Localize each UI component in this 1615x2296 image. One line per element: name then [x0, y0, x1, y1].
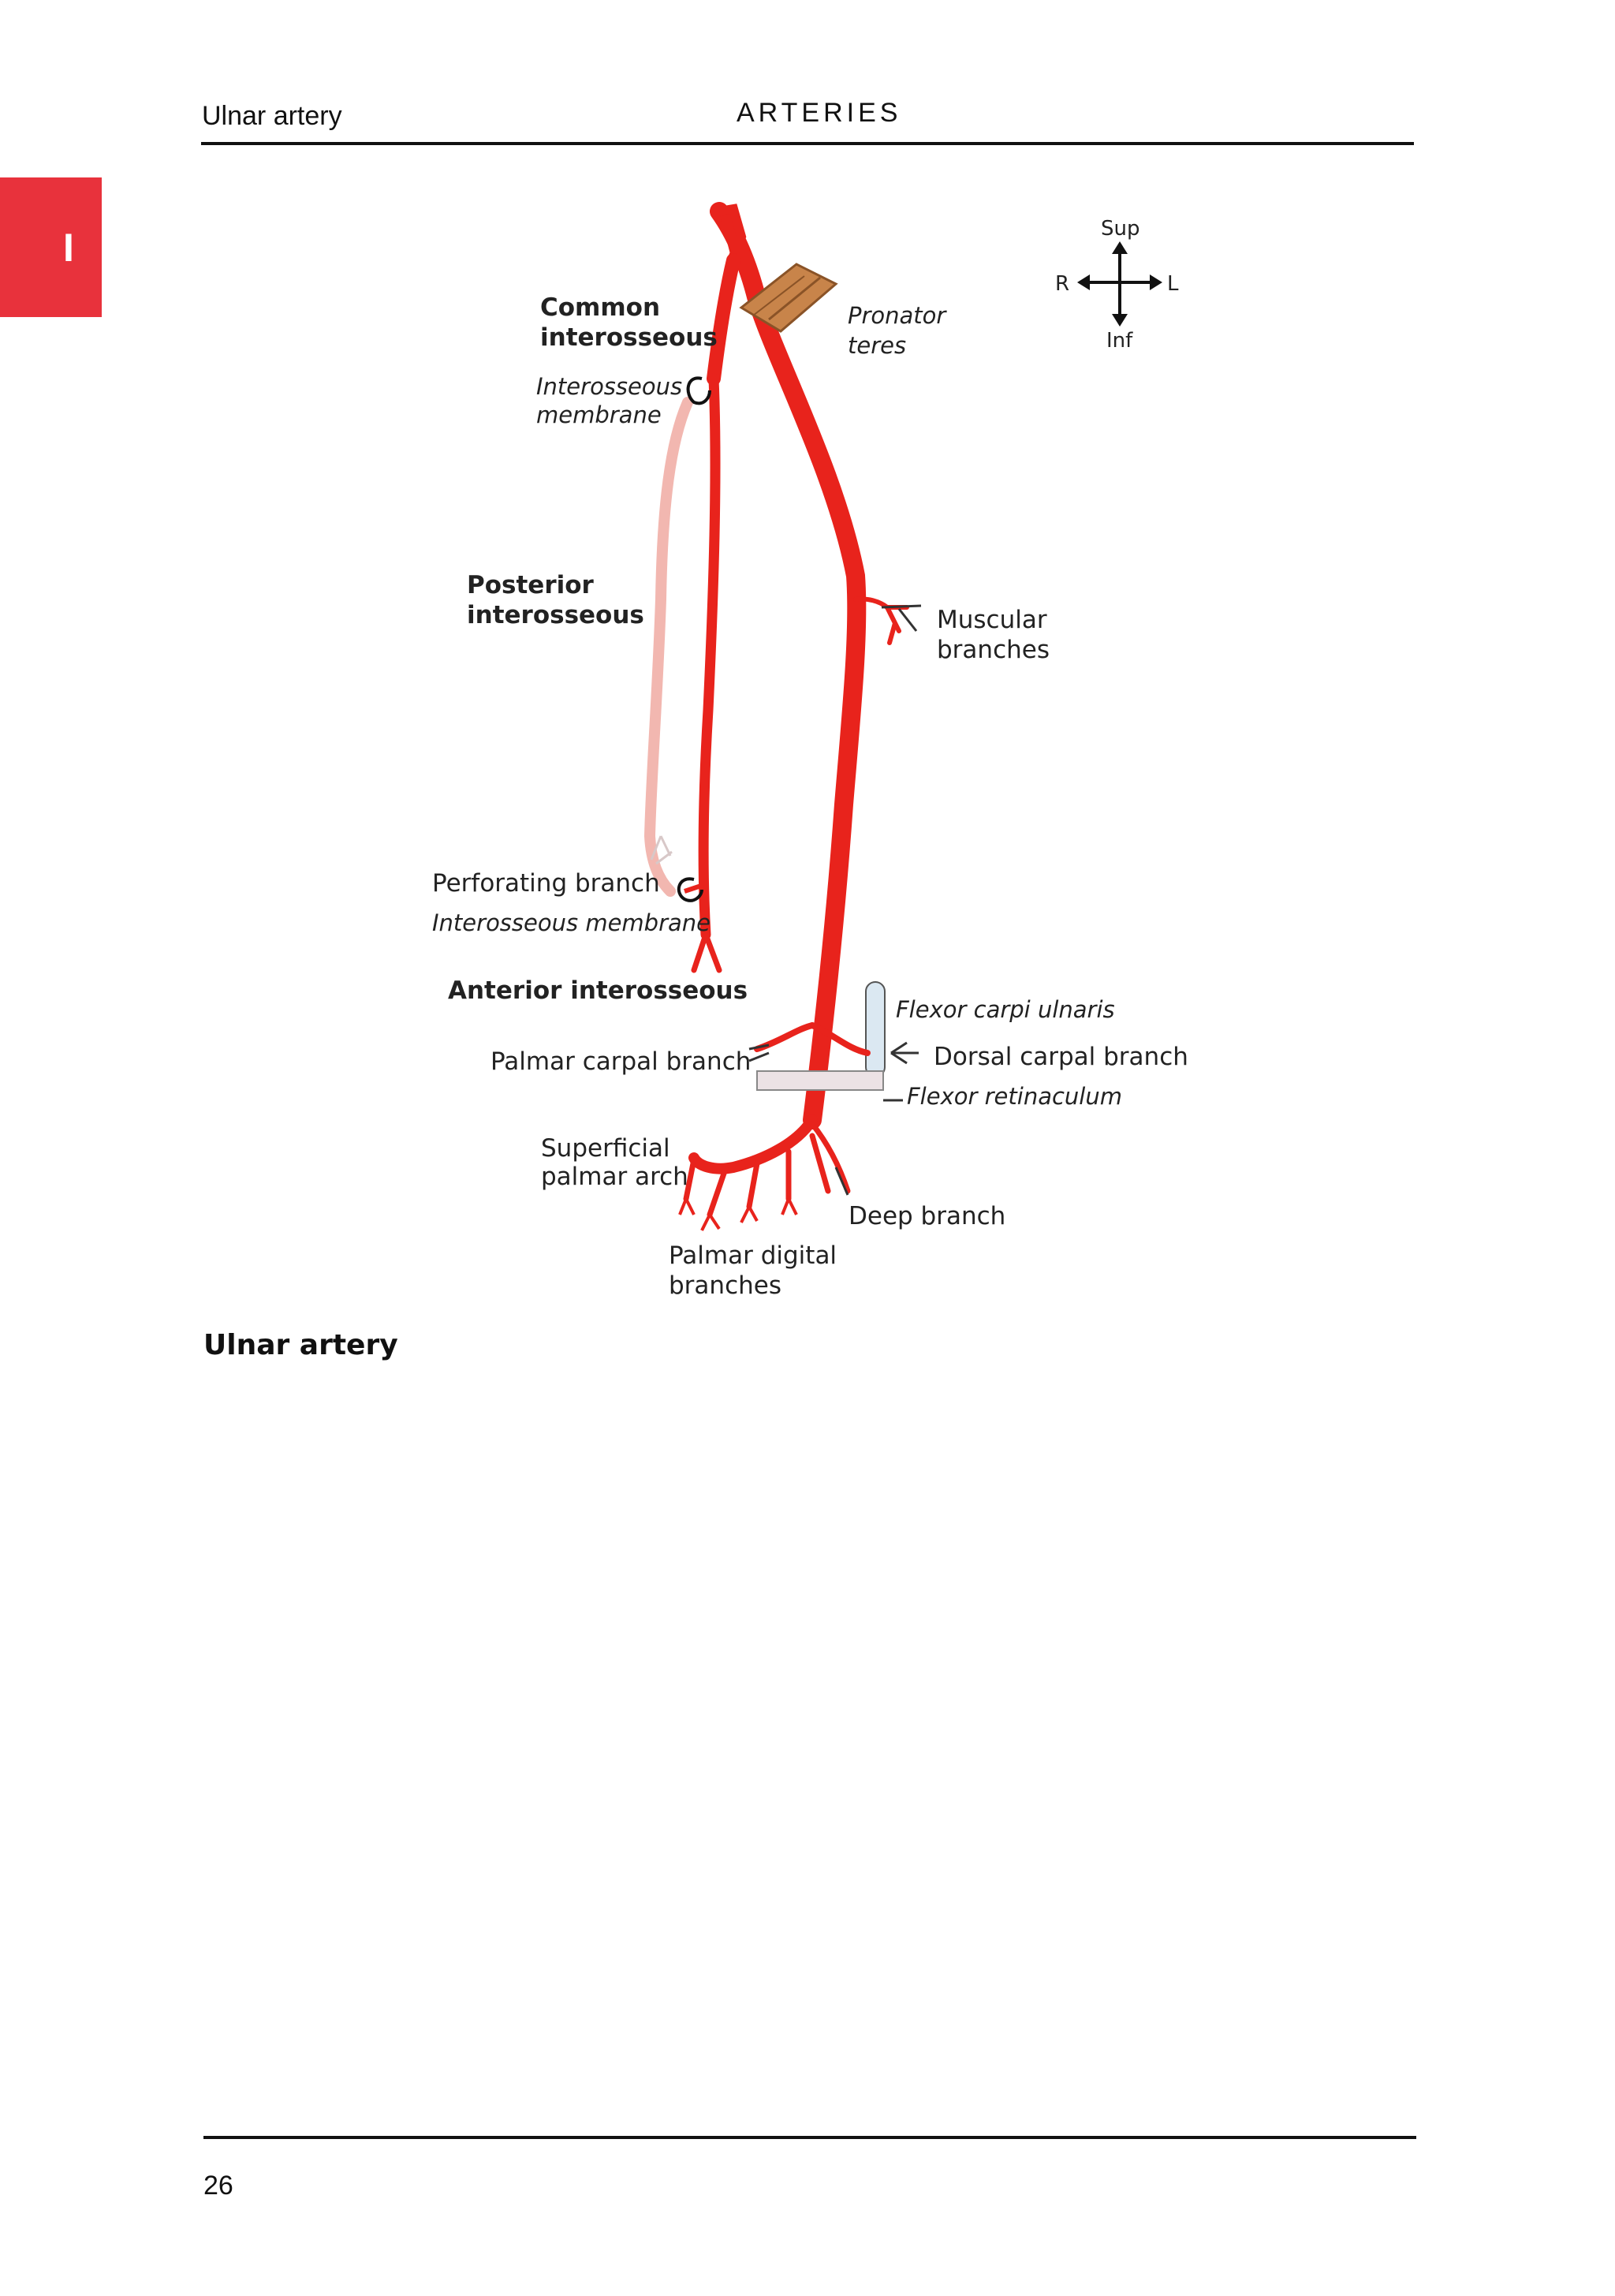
label-dorsal-carpal-branch: Dorsal carpal branch	[934, 1043, 1188, 1071]
running-head-title: Ulnar artery	[202, 101, 342, 131]
flexor-retinaculum-band	[757, 1071, 883, 1090]
label-posterior-interosseous-2: interosseous	[467, 601, 644, 629]
running-head-chapter: ARTERIES	[737, 98, 902, 128]
label-palmar-digital-branches-1: Palmar digital	[669, 1241, 837, 1270]
figure-caption: Ulnar artery	[203, 1329, 398, 1361]
label-posterior-interosseous-1: Posterior	[467, 571, 594, 599]
label-pronator-teres-2: teres	[848, 332, 907, 359]
label-pronator-teres-1: Pronator	[848, 302, 946, 329]
section-tab-number: I	[63, 226, 74, 270]
compass-right-label: R	[1055, 272, 1070, 296]
label-superficial-palmar-arch-2: palmar arch	[541, 1163, 688, 1191]
label-common-interosseous-1: Common	[540, 293, 661, 322]
label-interosseous-membrane-top-2: membrane	[536, 401, 662, 428]
label-deep-branch: Deep branch	[849, 1202, 1006, 1230]
label-superficial-palmar-arch-1: Superficial	[541, 1134, 670, 1163]
footer-rule	[203, 2136, 1416, 2139]
label-flexor-carpi-ulnaris: Flexor carpi ulnaris	[896, 996, 1115, 1023]
compass-inf-label: Inf	[1106, 329, 1133, 353]
anterior-interosseous-end-fork	[694, 935, 719, 970]
interosseous-membrane-hook-top	[688, 378, 710, 403]
label-anterior-interosseous: Anterior interosseous	[448, 976, 748, 1005]
label-flexor-retinaculum: Flexor retinaculum	[907, 1083, 1122, 1110]
label-palmar-carpal-branch: Palmar carpal branch	[490, 1047, 752, 1076]
digital-branch-tips	[680, 1199, 796, 1230]
page-number: 26	[203, 2171, 233, 2201]
anterior-interosseous-artery	[703, 379, 715, 935]
label-interosseous-membrane-bottom: Interosseous membrane	[432, 909, 711, 936]
label-interosseous-membrane-top-1: Interosseous	[536, 373, 683, 400]
label-muscular-branches-2: branches	[937, 636, 1050, 664]
label-common-interosseous-2: interosseous	[540, 323, 718, 352]
common-interosseous-artery	[714, 260, 733, 379]
label-perforating-branch: Perforating branch	[432, 869, 660, 898]
compass-sup-label: Sup	[1101, 217, 1140, 241]
label-palmar-digital-branches-2: branches	[669, 1271, 781, 1300]
palmar-digital-branches	[686, 1136, 828, 1215]
flexor-carpi-ulnaris-tendon	[866, 982, 885, 1077]
superficial-palmar-arch	[694, 1120, 812, 1169]
compass-left-label: L	[1167, 272, 1179, 296]
dorsal-carpal-pointer	[891, 1043, 919, 1063]
brachial-stem	[719, 209, 741, 260]
orientation-compass	[1055, 217, 1179, 353]
posterior-interosseous-artery	[650, 402, 688, 891]
label-muscular-branches-1: Muscular	[937, 606, 1047, 634]
